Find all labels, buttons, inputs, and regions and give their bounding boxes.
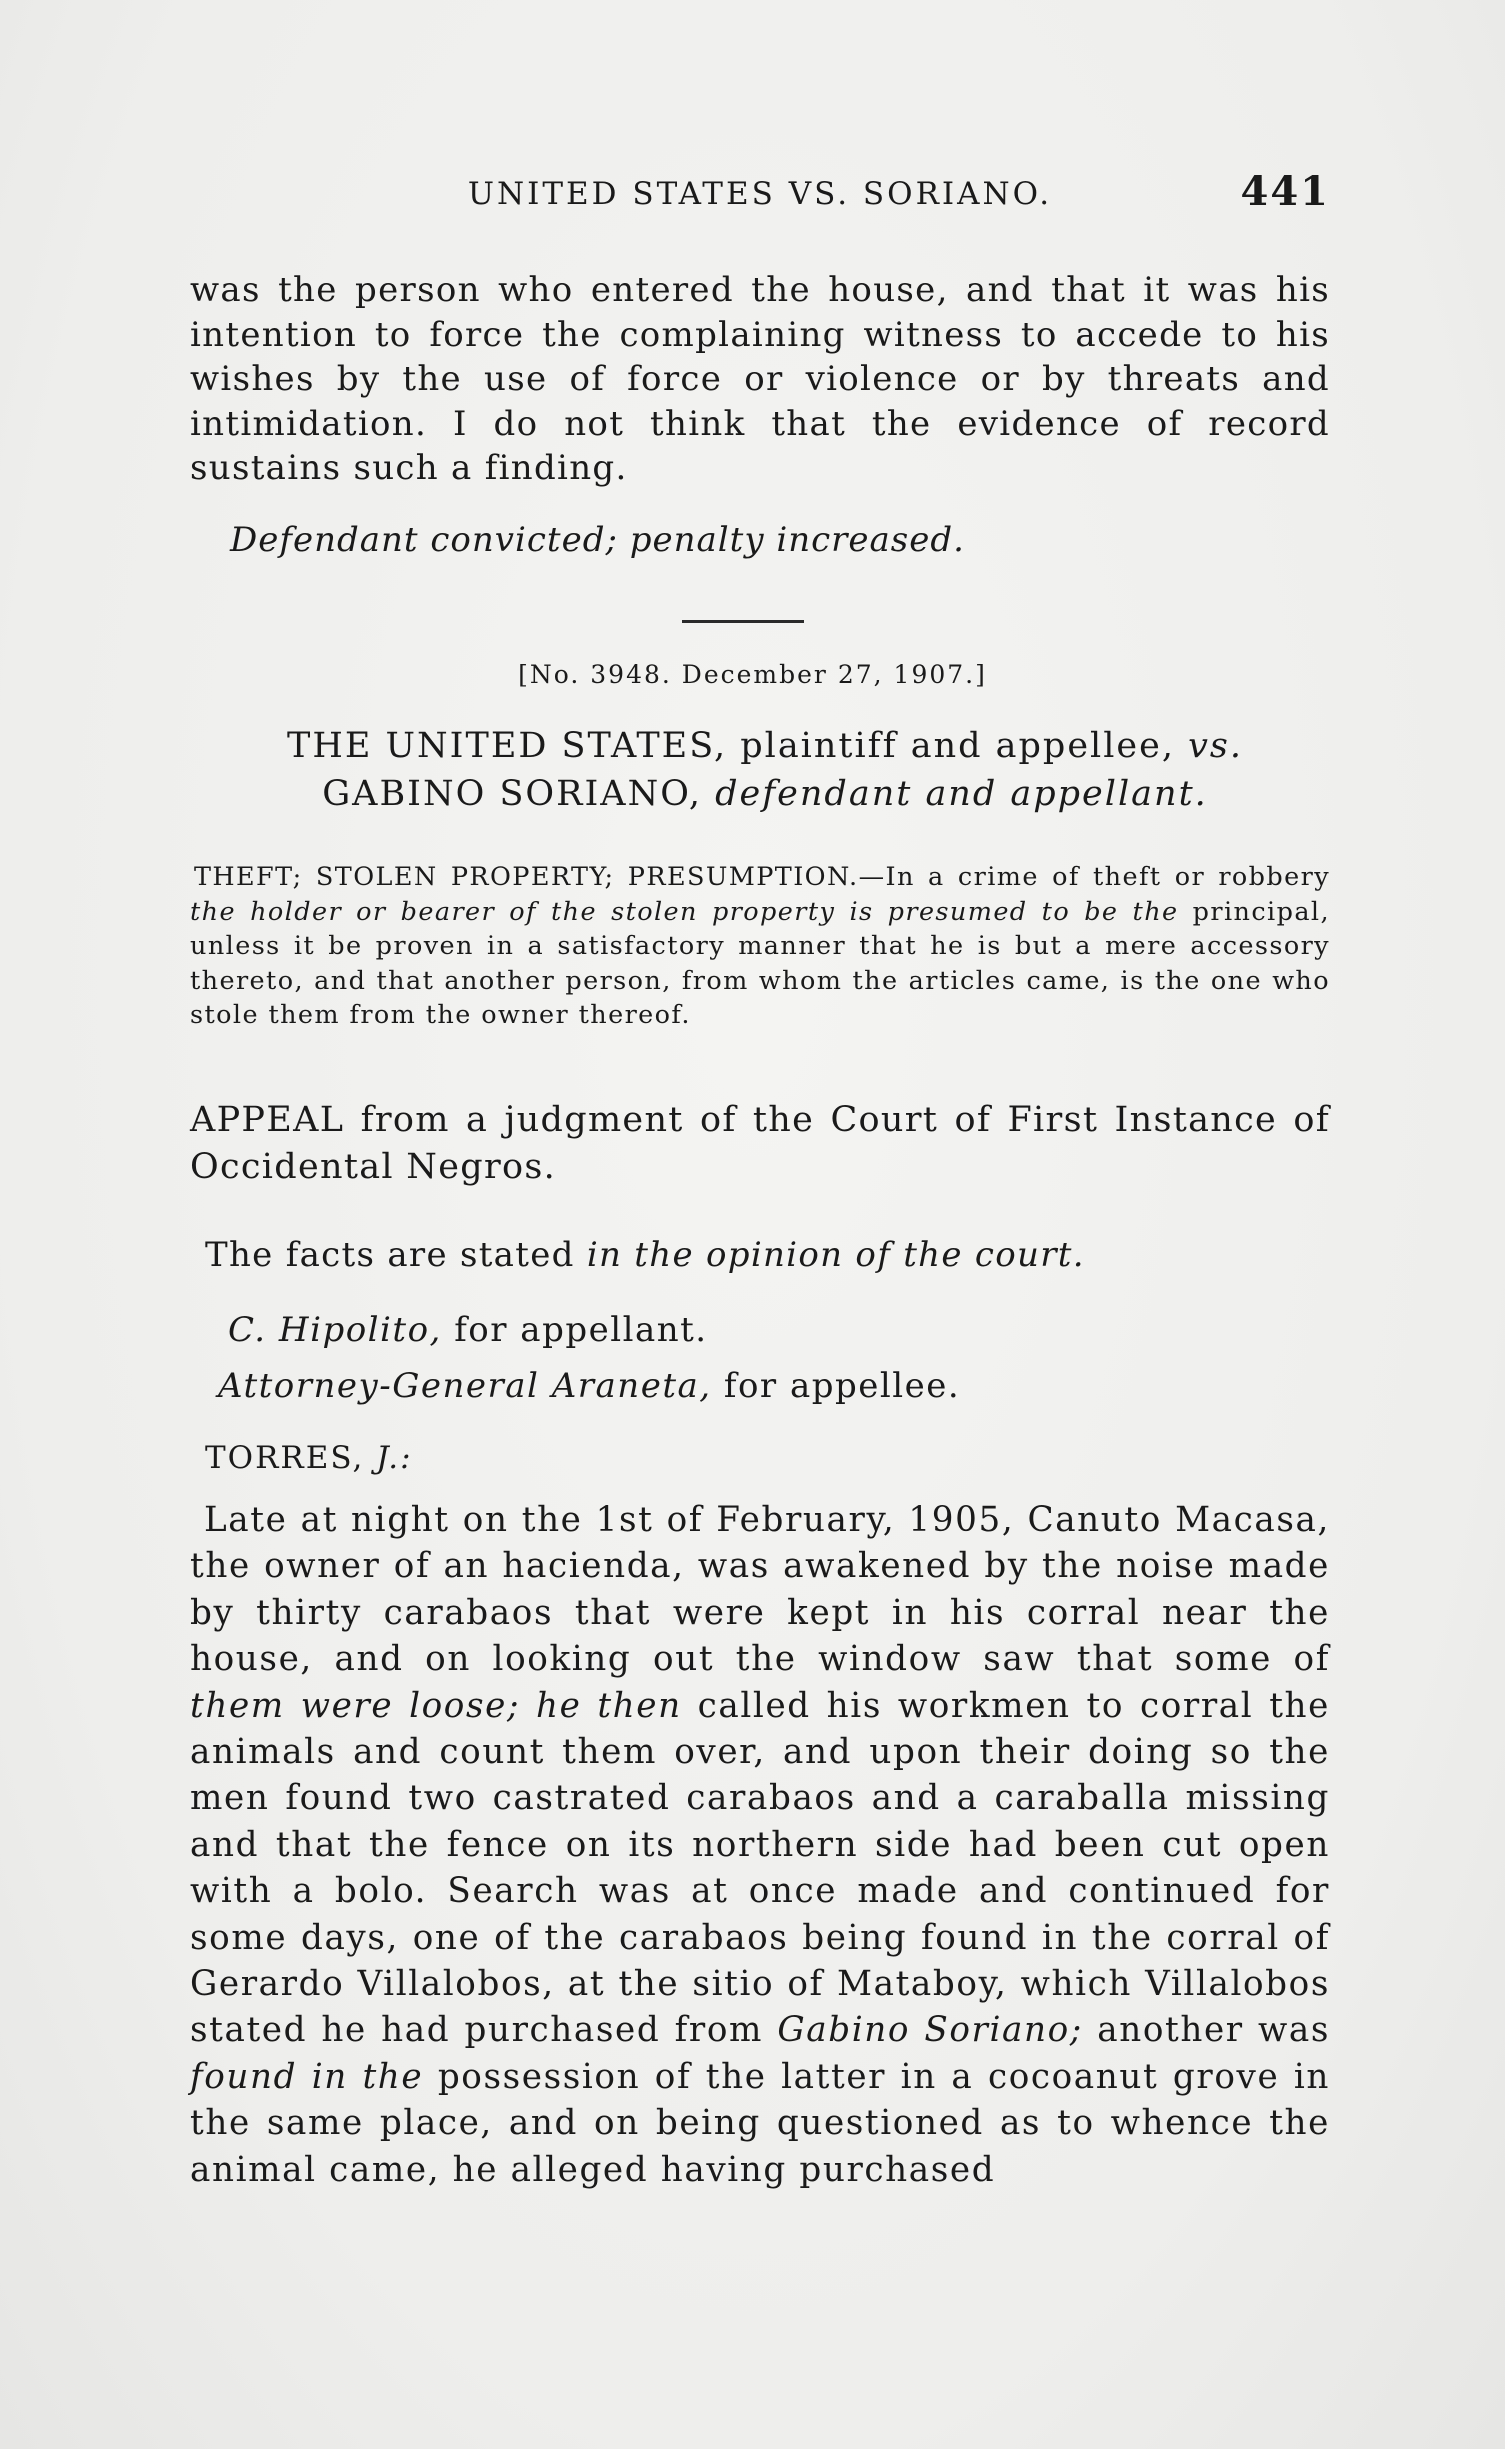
opinion-italic-3: found in the	[190, 2056, 424, 2097]
opinion-italic-1: them were loose; he then	[190, 1685, 682, 1726]
case-caption	[200, 722, 1330, 818]
appellant-counsel-role: for appellant.	[454, 1310, 708, 1350]
page-number: 441	[1240, 168, 1330, 215]
syllabus-heading: THEFT; STOLEN PROPERTY; PRESUMPTION.	[194, 862, 859, 892]
case-number: [No. 3948. December 27, 1907.]	[518, 660, 987, 689]
counsel-appellee	[218, 1364, 960, 1408]
counsel-appellant	[228, 1308, 708, 1352]
previous-case-paragraph: was the person who entered the house, and that it was his intention to force the complaining witness to accede to his wishes by the use of force or violence or by threats and intimidation. I do not think that the evidence of record sustains such a finding.	[190, 270, 1330, 488]
page-header	[190, 168, 1330, 228]
opinion-text-1: Late at night on the 1st of February, 1905, Canuto Macasa, the owner of an hacienda, was awakened by the noise made by thirty carabaos that were kept in his corral near the house, and on looking out the window saw that some of	[190, 1500, 1330, 1680]
section-divider	[682, 620, 804, 623]
syllabus	[190, 860, 1330, 1033]
syllabus-text-2: principal, unless it be proven in a satisfactory manner that he is but a mere accessory thereto, and that another person, from whom the articles came, is the one who stole them from the owner thereof.	[190, 896, 1330, 1031]
facts-statement	[205, 1233, 1330, 1277]
caption-role-defendant: defendant and appellant.	[715, 774, 1208, 814]
judge-title: J.:	[376, 1440, 413, 1476]
facts-prefix: The facts are stated	[205, 1235, 575, 1275]
appellee-counsel-name: Attorney-General Araneta,	[218, 1366, 712, 1406]
caption-defendant: GABINO SORIANO,	[322, 774, 702, 814]
syllabus-text-italic: the holder or bearer of the stolen property is presumed to be the	[190, 896, 1179, 927]
appellant-counsel-name: C. Hipolito,	[228, 1310, 442, 1350]
opinion-text-4: possession of the latter in a cocoanut grove in the same place, and on being questioned as to whence the animal came, he alleged having purchased	[190, 2056, 1330, 2190]
appeal-statement: APPEAL from a judgment of the Court of First Instance of Occidental Negros.	[190, 1100, 1330, 1187]
opinion-text-2: called his workmen to corral the animals and count them over, and upon their doing so the men found two castrated carabaos and a caraballa missing and that the fence on its northern side had been cut open with a bolo. Search was at once made and continued for some days, one of the carabaos being found in the corral of Gerardo Villalobos, at the sitio of Mataboy, which Villalobos stated he had purchased from	[190, 1685, 1330, 2051]
opinion-text-3: another was	[1097, 2010, 1331, 2051]
opinion-italic-2: Gabino Soriano;	[777, 2010, 1083, 2051]
judge-line	[205, 1440, 413, 1476]
running-head: UNITED STATES VS. SORIANO.	[467, 176, 1053, 212]
syllabus-text-1: —In a crime of theft or robbery	[858, 862, 1330, 892]
caption-role-plaintiff: plaintiff and appellee,	[740, 726, 1175, 766]
opinion-paragraph	[190, 1497, 1330, 2193]
caption-vs: vs.	[1188, 726, 1243, 766]
appellee-counsel-role: for appellee.	[723, 1366, 961, 1406]
facts-italic: in the opinion of the court.	[586, 1235, 1085, 1275]
judge-name: TORRES,	[205, 1440, 365, 1476]
caption-plaintiff: THE UNITED STATES,	[286, 726, 728, 766]
disposition: Defendant convicted; penalty increased.	[230, 520, 965, 560]
